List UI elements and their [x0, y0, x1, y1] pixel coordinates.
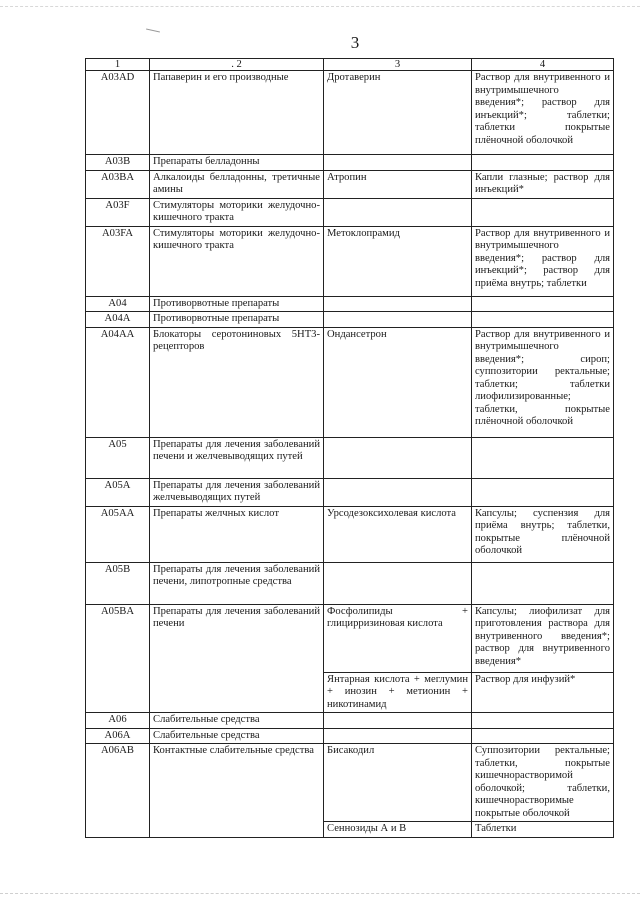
dosage-forms: Раствор для инфузий* — [472, 672, 614, 713]
table-row — [86, 713, 614, 729]
table-row — [86, 327, 614, 437]
table-row — [86, 155, 614, 171]
pharmacological-group: Препараты желчных кислот — [150, 506, 324, 562]
atc-code: A05 — [86, 437, 150, 478]
active-substance: Атропин — [324, 170, 472, 198]
pharmacological-group: Препараты для лечения заболеваний печени, липотропные средства — [150, 562, 324, 604]
dosage-forms: Раствор для внутривенного и внутримышечного введения*; сироп; суппозитории ректальные; таблетки; таблетки лиофилизированные; таблетки, покрытые плёночной оболочкой — [472, 327, 614, 437]
pharmacological-group: Контактные слабительные средства — [150, 744, 324, 838]
atc-code: A04AA — [86, 327, 150, 437]
table-header-row — [86, 59, 614, 71]
active-substance — [324, 478, 472, 506]
table-row — [86, 437, 614, 478]
dosage-forms — [472, 296, 614, 312]
atc-code: A03BA — [86, 170, 150, 198]
dosage-forms: Капсулы; лиофилизат для приготовления раствора для внутривенного введения*; раствор для внутривенного введения* — [472, 604, 614, 672]
table-row — [86, 170, 614, 198]
pharmacological-group: Противорвотные препараты — [150, 296, 324, 312]
active-substance: Янтарная кислота + меглумин + инозин + метионин + никотинамид — [324, 672, 472, 713]
active-substance — [324, 562, 472, 604]
active-substance: Метоклопрамид — [324, 226, 472, 296]
pharmacological-group: Слабительные средства — [150, 713, 324, 729]
pharmacological-group: Препараты для лечения заболеваний печени и желчевыводящих путей — [150, 437, 324, 478]
dosage-forms — [472, 312, 614, 328]
pharmacological-group: Стимуляторы моторики желудочно-кишечного тракта — [150, 226, 324, 296]
active-substance — [324, 437, 472, 478]
atc-code: A03F — [86, 198, 150, 226]
dosage-forms: Капли глазные; раствор для инъекций* — [472, 170, 614, 198]
table-row — [86, 312, 614, 328]
table-row — [86, 728, 614, 744]
active-substance: Ондансетрон — [324, 327, 472, 437]
dosage-forms — [472, 478, 614, 506]
active-substance — [324, 312, 472, 328]
atc-code: A04A — [86, 312, 150, 328]
table-row — [86, 226, 614, 296]
dosage-forms — [472, 198, 614, 226]
pharmacological-group: Препараты белладонны — [150, 155, 324, 171]
scan-edge-top — [0, 6, 640, 8]
header-col-2: . 2 — [150, 59, 324, 71]
pharmacological-group: Противорвотные препараты — [150, 312, 324, 328]
atc-code: A05B — [86, 562, 150, 604]
header-col-3: 3 — [324, 59, 472, 71]
pharmacological-group: Слабительные средства — [150, 728, 324, 744]
table-row — [86, 198, 614, 226]
active-substance: Сеннозиды А и В — [324, 822, 472, 838]
dosage-forms: Капсулы; суспензия для приёма внутрь; таблетки, покрытые плёночной оболочкой — [472, 506, 614, 562]
active-substance: Фосфолипиды + глицирризиновая кислота — [324, 604, 472, 672]
atc-code: A03B — [86, 155, 150, 171]
table-row — [86, 71, 614, 155]
dosage-forms — [472, 437, 614, 478]
atc-code: A05AA — [86, 506, 150, 562]
header-col-4: 4 — [472, 59, 614, 71]
pharmacological-group: Стимуляторы моторики желудочно-кишечного тракта — [150, 198, 324, 226]
dosage-forms: Раствор для внутривенного и внутримышечного введения*; раствор для инъекций*; таблетки; таблетки покрытые плёночной оболочкой — [472, 71, 614, 155]
dosage-forms: Суппозитории ректальные; таблетки, покрытые кишечнорастворимой оболочкой; таблетки, кишечнорастворимые покрытые оболочкой — [472, 744, 614, 822]
atc-code: A03AD — [86, 71, 150, 155]
pharmacological-group: Препараты для лечения заболеваний печени — [150, 604, 324, 713]
dosage-forms — [472, 728, 614, 744]
dosage-forms: Таблетки — [472, 822, 614, 838]
scan-edge-bottom — [0, 893, 640, 895]
atc-code: A06AB — [86, 744, 150, 838]
atc-code: A05BA — [86, 604, 150, 713]
pharmacological-group: Папаверин и его производные — [150, 71, 324, 155]
active-substance: Бисакодил — [324, 744, 472, 822]
active-substance — [324, 296, 472, 312]
atc-code: A06A — [86, 728, 150, 744]
atc-code: A06 — [86, 713, 150, 729]
active-substance: Урсодезоксихолевая кислота — [324, 506, 472, 562]
dosage-forms — [472, 155, 614, 171]
active-substance — [324, 198, 472, 226]
table-row — [86, 296, 614, 312]
dosage-forms: Раствор для внутривенного и внутримышечного введения*; раствор для инъекций*; раствор для приёма внутрь; таблетки — [472, 226, 614, 296]
table-row — [86, 478, 614, 506]
pharmacological-group: Алкалоиды белладонны, третичные амины — [150, 170, 324, 198]
active-substance: Дротаверин — [324, 71, 472, 155]
atc-code: A04 — [86, 296, 150, 312]
dosage-forms — [472, 713, 614, 729]
atc-code: A05A — [86, 478, 150, 506]
header-col-1: 1 — [86, 59, 150, 71]
drug-classification-table — [85, 58, 614, 838]
dosage-forms — [472, 562, 614, 604]
table-row — [86, 562, 614, 604]
table-row — [86, 744, 614, 822]
active-substance — [324, 728, 472, 744]
active-substance — [324, 155, 472, 171]
table-row — [86, 604, 614, 672]
page-number: 3 — [350, 33, 360, 52]
scan-mark — [146, 29, 160, 33]
pharmacological-group: Препараты для лечения заболеваний желчевыводящих путей — [150, 478, 324, 506]
active-substance — [324, 713, 472, 729]
atc-code: A03FA — [86, 226, 150, 296]
table-row — [86, 506, 614, 562]
pharmacological-group: Блокаторы серотониновых 5HT3-рецепторов — [150, 327, 324, 437]
